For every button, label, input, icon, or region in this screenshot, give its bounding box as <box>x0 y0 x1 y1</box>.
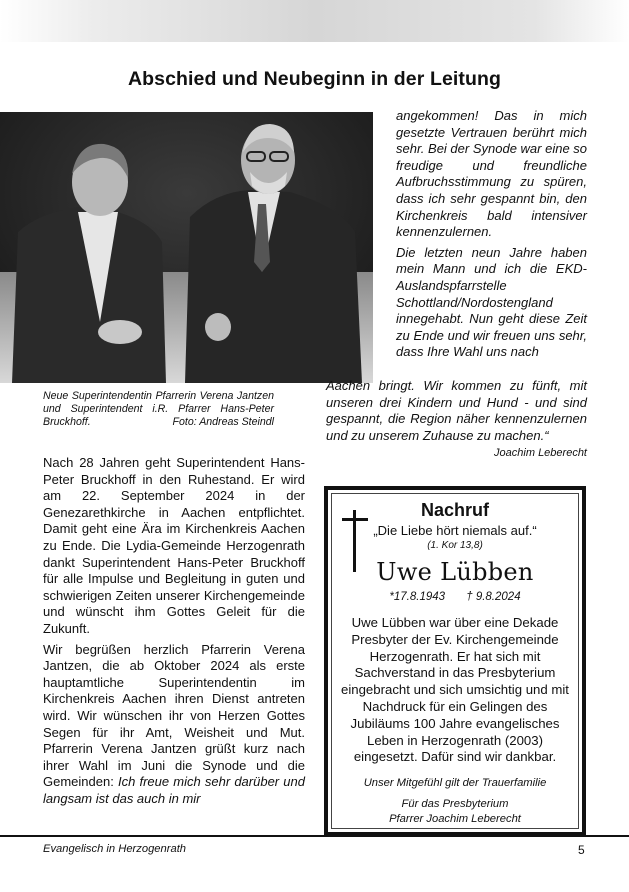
photo-illustration <box>0 112 373 383</box>
quote-paragraph-2b: Aachen bringt. Wir kommen zu fünft, mit unseren drei Kindern und Hund - und sind gespannt, die Region näher kennenzulernen und zu unserem Zuhause zu machen.“ <box>326 378 587 443</box>
obituary-box <box>324 486 586 836</box>
obituary-signature <box>332 797 578 827</box>
obituary-quote: „Die Liebe hört niemals auf.“ <box>373 523 537 538</box>
signed-by: Pfarrer Joachim Leberecht <box>389 813 521 825</box>
article-body <box>43 455 305 811</box>
obituary-inner-frame <box>331 493 579 829</box>
footer-divider <box>0 835 629 837</box>
quote-paragraph-1: angekommen! Das in mich gesetzte Vertrauen berührt mich sehr. Bei der Synode war eine so freudige und freundliche Aufbruchsstimmung zu spüren, dass ich sehr gespannt bin, den Kirchenkreis bald intensiver kennenzulernen. <box>396 108 588 240</box>
obituary-heading: Nachruf <box>420 500 489 520</box>
caption-text: Neue Superintendentin Pfarrerin Verena Jantzen und Superintendent i.R. Pfarrer Hans-Peter Bruckhoff. <box>43 390 274 429</box>
signature: Joachim Leberecht <box>494 447 587 460</box>
sympathy-line: Unser Mitgefühl gilt der Trauerfamilie <box>363 777 547 789</box>
death-date: † 9.8.2024 <box>466 591 521 603</box>
article-photo <box>0 112 373 383</box>
photo-caption <box>43 390 274 430</box>
birth-date: *17.8.1943 <box>389 591 446 603</box>
photo-credit: Foto: Andreas Steindl <box>172 416 274 429</box>
header-band <box>0 0 629 42</box>
article-title: Abschied und Neubeginn in der Leitung <box>127 68 502 90</box>
quote-column-bottom <box>326 378 587 462</box>
obituary-text: Uwe Lübben war über eine Dekade Presbyter der Ev. Kirchengemeinde Herzogenrath. Er hat sich mit Sachverstand in das Presbyterium eingebracht und sich umsichtig und mit Nachdruck für ein Gelingen des Jubiläums 100 Jahre evangelisches Leben in Herzogenrath (2003) eingesetzt. Dafür sind wir dankbar. <box>341 615 569 765</box>
quote-paragraph-2a: Die letzten neun Jahre haben mein Mann und ich die EKD-Auslandspfarrstelle Schottland/Nordostengland innegehabt. Nun geht diese Zeit zu Ende und wir freuen uns sehr, dass Ihre Wahl uns nach <box>396 244 587 360</box>
deceased-name: Uwe Lübben <box>376 558 534 586</box>
quote-start: Ich freue mich sehr darüber und langsam ist das auch in mir <box>43 774 305 806</box>
paragraph-welcome <box>43 642 305 808</box>
life-dates <box>332 591 578 603</box>
bible-reference: (1. Kor 13,8) <box>427 540 483 551</box>
paragraph-farewell: Nach 28 Jahren geht Superintendent Hans-Peter Bruckhoff in den Ruhestand. Er wird am 22. September 2024 in der Genezarethkirche in Aachen entpflichtet. Damit geht eine Ära im Kirchenkreis Aachen zu Ende. Die Lydia-Gemeinde Herzogenrath dankt Superintendent Hans-Peter Bruckhoff für alle Impulse und Begleitung in guten und schwierigen Zeiten unserer Kirchengemeinde und wünscht ihm Gottes Geleit für die Zukunft. <box>43 455 305 636</box>
page-number: 5 <box>578 843 585 857</box>
signed-for: Für das Presbyterium <box>401 798 509 810</box>
quote-column-top <box>396 108 587 361</box>
publication-name: Evangelisch in Herzogenrath <box>43 843 187 855</box>
welcome-text: Wir begrüßen herzlich Pfarrerin Verena Jantzen, die ab Oktober 2024 als erste hauptamtliche Superintendentin im Kirchenkreis Aachen ihren Dienst antreten wird. Wir wünschen ihr von Herzen Gottes Segen für ihr Amt, Weisheit und Mut. Pfarrerin Verena Jantzen grüßt kurz nach ihrer Wahl im Juni die Synode und die Gemeinden: <box>43 641 305 790</box>
